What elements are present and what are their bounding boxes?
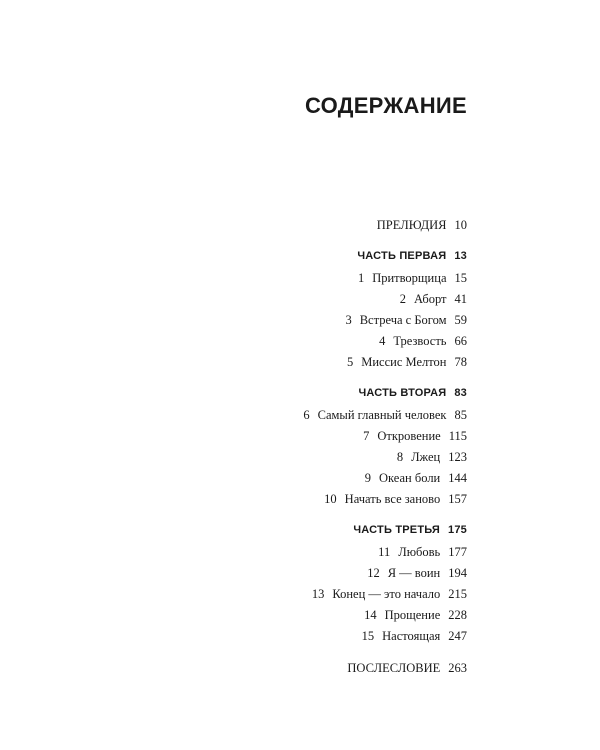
chapter-number: 6 [303,408,310,422]
toc-chapter-entry [147,608,467,629]
toc-part-title: ЧАСТЬ ПЕРВАЯ [357,250,447,262]
chapter-title: Океан боли [379,471,441,485]
chapter-title: Любовь [398,545,441,559]
toc-entry-prelude [147,218,467,239]
toc-chapter-entry [147,545,467,566]
chapter-number: 14 [364,608,377,622]
chapter-number: 13 [311,587,325,601]
chapter-title: Лжец [411,450,441,464]
chapter-title: Прощение [384,608,441,622]
chapter-title: Самый главный человек [317,408,447,422]
toc-part-title: ЧАСТЬ ВТОРАЯ [358,387,447,399]
toc-chapter-entry [147,471,467,492]
toc-chapter-entry [147,629,467,650]
toc-page-number: 175 [448,524,467,536]
chapter-title: Миссис Мелтон [361,355,447,369]
toc-page-number: 144 [448,471,467,485]
chapter-number: 9 [364,471,372,485]
toc-page-number: 228 [448,608,467,622]
chapter-title: Трезвость [393,334,447,348]
page-title: СОДЕРЖАНИЕ [304,93,467,118]
toc-chapter-entry [147,450,467,471]
chapter-number: 12 [367,566,380,580]
chapter-title: Начать все заново [344,492,441,506]
toc-part-heading [147,250,467,271]
toc-page-number: 10 [454,218,467,232]
toc-page-number: 66 [454,334,467,348]
toc-chapter-entry [147,587,467,608]
toc-entry-title: ПОСЛЕСЛОВИЕ [347,661,441,675]
chapter-number: 2 [399,292,406,306]
toc-chapter-entry [147,271,467,292]
toc-page-number: 78 [454,355,467,369]
chapter-number: 3 [345,313,352,327]
toc-chapter-entry [147,313,467,334]
chapter-title: Конец — это начало [332,587,441,601]
chapter-title: Притворщица [372,271,447,285]
toc-chapter-entry [147,429,467,450]
toc-entry-afterword [147,661,467,682]
toc-page-number: 15 [454,271,467,285]
chapter-number: 8 [396,450,404,464]
chapter-number: 10 [324,492,337,506]
toc-page-number: 157 [448,492,467,506]
chapter-title: Откровение [377,429,441,443]
section-spacer [147,376,467,387]
toc-page-number: 247 [448,629,467,643]
chapter-title: Аборт [413,292,447,306]
toc-page-number: 177 [448,545,467,559]
toc-part-title: ЧАСТЬ ТРЕТЬЯ [353,524,441,536]
toc-part-heading [147,524,467,545]
chapter-number: 15 [361,629,375,643]
chapter-number: 11 [378,545,391,559]
toc-page-number: 194 [448,566,467,580]
toc-chapter-entry [147,355,467,376]
table-of-contents [147,218,467,682]
toc-page-number: 41 [454,292,467,306]
chapter-number: 7 [363,429,370,443]
chapter-title: Настоящая [382,629,441,643]
toc-part-heading [147,387,467,408]
toc-chapter-entry [147,408,467,429]
toc-chapter-entry [147,492,467,513]
toc-page-number: 85 [454,408,467,422]
chapter-title: Я — воин [387,566,441,580]
section-spacer [147,650,467,661]
section-spacer [147,513,467,524]
toc-chapter-entry [147,292,467,313]
chapter-title: Встреча с Богом [359,313,447,327]
toc-page-number: 263 [448,661,467,675]
toc-page-number: 123 [448,450,467,464]
toc-page-number: 83 [454,387,467,399]
chapter-number: 1 [357,271,365,285]
chapter-number: 4 [379,334,386,348]
toc-page-number: 13 [454,250,467,262]
toc-chapter-entry [147,566,467,587]
section-spacer [147,239,467,250]
chapter-number: 5 [347,355,354,369]
toc-page-number: 115 [448,429,467,443]
toc-entry-title: ПРЕЛЮДИЯ [376,218,447,232]
toc-page-number: 215 [448,587,467,601]
toc-chapter-entry [147,334,467,355]
toc-page-number: 59 [454,313,467,327]
